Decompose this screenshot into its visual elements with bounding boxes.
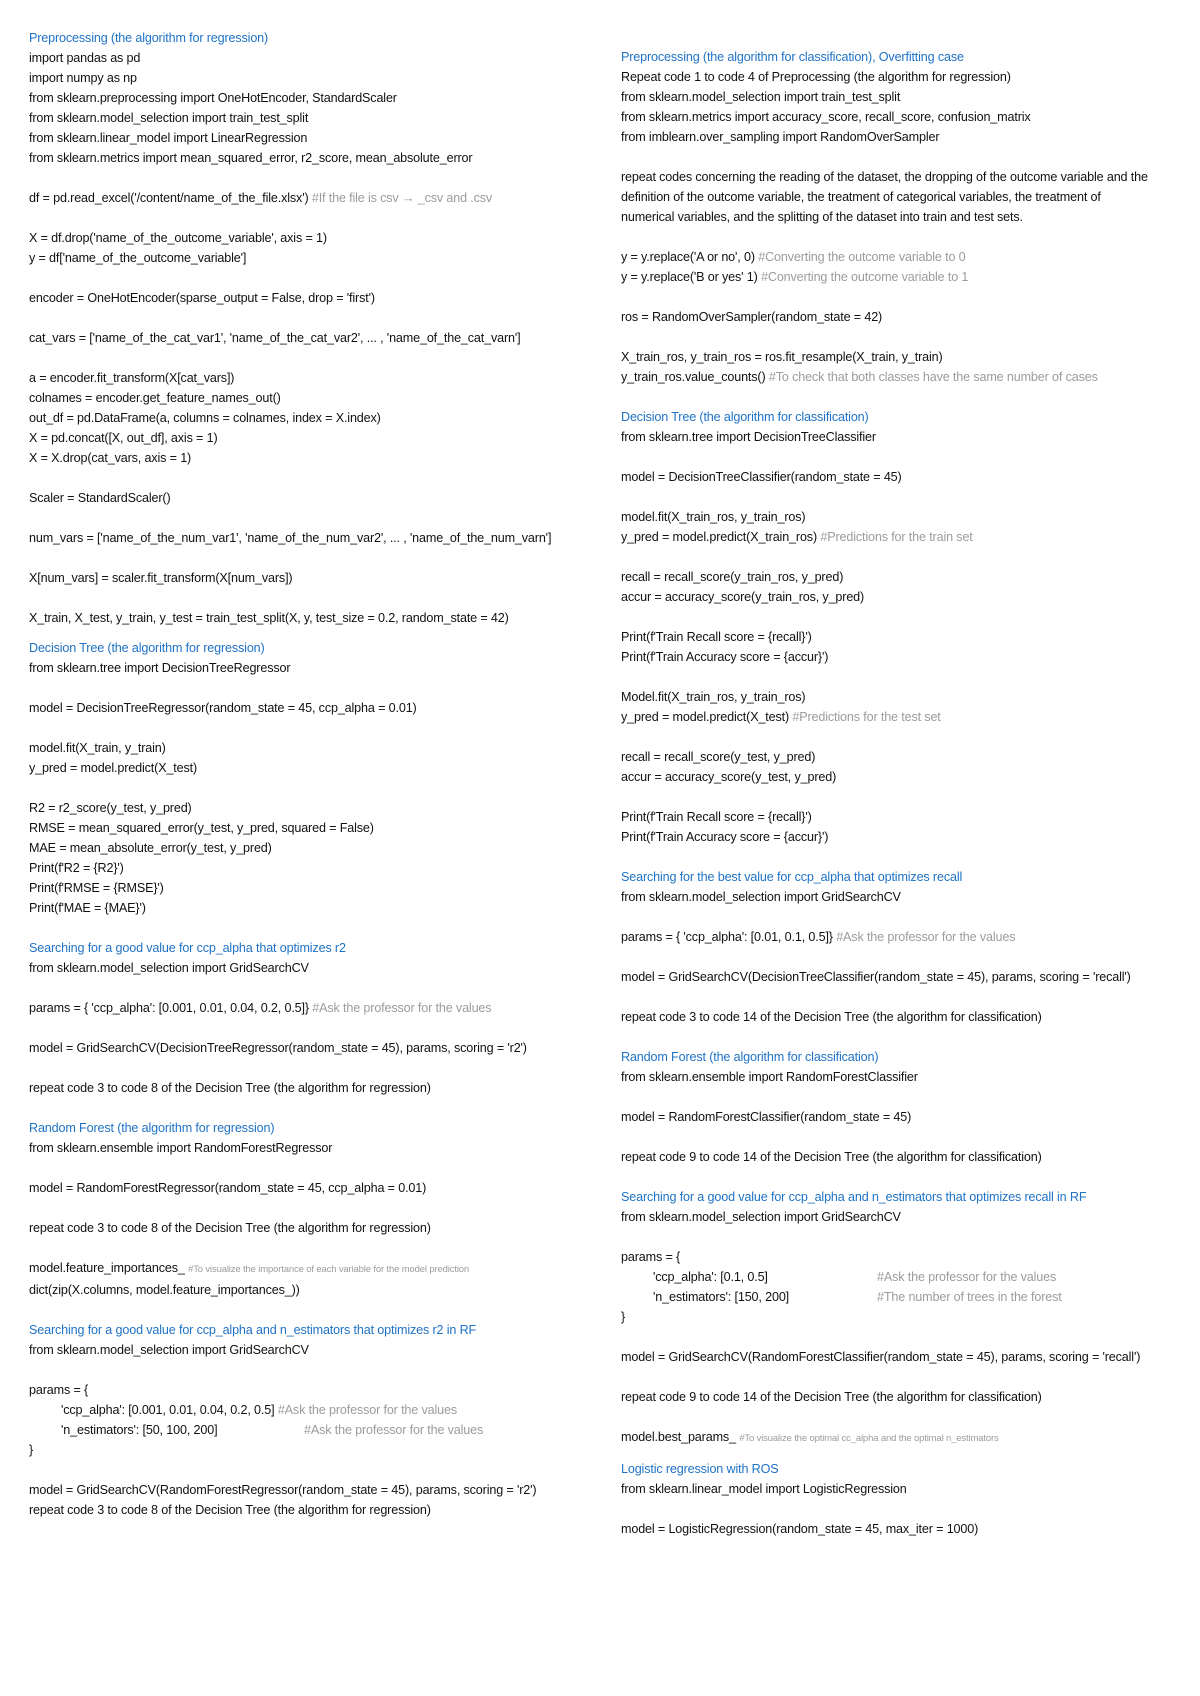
code-text: y_pred = model.predict(X_train_ros) [621,530,821,544]
code-line: from sklearn.model_selection import train_test_split [29,111,309,125]
code-line: Print(f'RMSE = {RMSE}') [29,881,164,895]
heading-decision-tree-regression: Decision Tree (the algorithm for regression) [29,641,265,655]
code-line [29,188,557,208]
code-text: y = y.replace('A or no', 0) [621,250,759,264]
heading-gridsearch-rf-r2: Searching for a good value for ccp_alpha and n_estimators that optimizes r2 in RF [29,1323,477,1337]
code-text: params = { 'ccp_alpha': [0.001, 0.01, 0.04, 0.2, 0.5]} [29,1001,313,1015]
code-line: Print(f'Train Accuracy score = {accur}') [621,830,829,844]
code-line: MAE = mean_absolute_error(y_test, y_pred) [29,841,272,855]
left-column [29,28,557,1520]
code-line: X_train, X_test, y_train, y_test = train_test_split(X, y, test_size = 0.2, random_state = 42) [29,611,509,625]
code-line: repeat code 9 to code 14 of the Decision Tree (the algorithm for classification) [621,1150,1042,1164]
code-line: from sklearn.model_selection import GridSearchCV [621,890,901,904]
code-comment: #Converting the outcome variable to 0 [758,250,966,264]
code-line: model = GridSearchCV(DecisionTreeRegressor(random_state = 45), params, scoring = 'r2') [29,1041,527,1055]
code-line: recall = recall_score(y_test, y_pred) [621,750,816,764]
code-line: X = df.drop('name_of_the_outcome_variable', axis = 1) [29,231,327,245]
heading-gridsearch-rf-recall: Searching for a good value for ccp_alpha and n_estimators that optimizes recall in RF [621,1190,1087,1204]
code-line: Model.fit(X_train_ros, y_train_ros) [621,690,806,704]
code-comment: #To visualize the optimal cc_alpha and the optimal n_estimators [739,1433,999,1444]
code-text: model.feature_importances_ [29,1261,189,1275]
code-line: X[num_vars] = scaler.fit_transform(X[num_vars]) [29,571,293,585]
code-line: model = GridSearchCV(RandomForestRegressor(random_state = 45), params, scoring = 'r2') [29,1483,537,1497]
code-line: repeat code 3 to code 8 of the Decision Tree (the algorithm for regression) [29,1221,431,1235]
code-comment: #To visualize the importance of each variable for the model prediction [188,1264,470,1275]
code-line: num_vars = ['name_of_the_num_var1', 'name_of_the_num_var2', ... , 'name_of_the_num_varn'] [29,531,552,545]
heading-gridsearch-r2: Searching for a good value for ccp_alpha that optimizes r2 [29,941,346,955]
code-line: Scaler = StandardScaler() [29,491,171,505]
code-text: model.best_params_ [621,1430,740,1444]
code-text: 'n_estimators': [150, 200] [653,1290,790,1304]
code-line: repeat code 3 to code 8 of the Decision Tree (the algorithm for regression) [29,1081,431,1095]
code-line: model = RandomForestRegressor(random_state = 45, ccp_alpha = 0.01) [29,1181,427,1195]
code-line: accur = accuracy_score(y_test, y_pred) [621,770,837,784]
code-line: recall = recall_score(y_train_ros, y_pred) [621,570,844,584]
code-line [621,707,1149,727]
code-text: 'ccp_alpha': [0.1, 0.5] [653,1270,768,1284]
code-line: Print(f'Train Recall score = {recall}') [621,810,812,824]
code-line: from sklearn.model_selection import GridSearchCV [29,961,309,975]
code-text: 'ccp_alpha': [0.001, 0.01, 0.04, 0.2, 0.5] [61,1403,278,1417]
code-line [621,1287,1149,1307]
code-line: dict(zip(X.columns, model.feature_importances_)) [29,1283,300,1297]
code-line: accur = accuracy_score(y_train_ros, y_pred) [621,590,865,604]
heading-random-forest-regression: Random Forest (the algorithm for regression) [29,1121,275,1135]
code-line [621,927,1149,947]
code-line: from sklearn.preprocessing import OneHotEncoder, StandardScaler [29,91,397,105]
code-line [621,247,1149,267]
code-line [29,1420,557,1440]
heading-preprocessing-regression: Preprocessing (the algorithm for regression) [29,31,269,45]
heading-random-forest-classification: Random Forest (the algorithm for classification) [621,1050,879,1064]
code-line: from sklearn.tree import DecisionTreeClassifier [621,430,876,444]
code-line: from sklearn.linear_model import LinearRegression [29,131,308,145]
code-line: repeat code 3 to code 8 of the Decision Tree (the algorithm for regression) [29,1503,431,1517]
code-text: df = pd.read_excel('/content/name_of_the_file.xlsx') [29,191,312,205]
code-comment: #Converting the outcome variable to 1 [761,270,969,284]
code-line: model.fit(X_train, y_train) [29,741,166,755]
code-line: from sklearn.ensemble import RandomForestClassifier [621,1070,918,1084]
code-line [621,1427,1149,1449]
code-line: } [621,1310,626,1324]
code-line: model = DecisionTreeClassifier(random_state = 45) [621,470,902,484]
code-line: from sklearn.ensemble import RandomForestRegressor [29,1141,333,1155]
code-line [621,367,1149,387]
code-line: X = X.drop(cat_vars, axis = 1) [29,451,192,465]
code-line: Print(f'R2 = {R2}') [29,861,124,875]
code-comment: #Predictions for the test set [792,710,941,724]
code-line: Print(f'Train Accuracy score = {accur}') [621,650,829,664]
heading-decision-tree-classification: Decision Tree (the algorithm for classification) [621,410,869,424]
code-line: from sklearn.metrics import mean_squared_error, r2_score, mean_absolute_error [29,151,473,165]
code-line: colnames = encoder.get_feature_names_out() [29,391,281,405]
code-line: params = { [621,1250,681,1264]
code-line: y_pred = model.predict(X_test) [29,761,198,775]
code-comment: #Ask the professor for the values [277,1403,457,1417]
code-line: model = GridSearchCV(DecisionTreeClassifier(random_state = 45), params, scoring = 'recall') [621,970,1131,984]
code-line: Repeat code 1 to code 4 of Preprocessing (the algorithm for regression) [621,70,1011,84]
code-line [29,1258,557,1280]
code-comment: #Ask the professor for the values [877,1270,1057,1284]
code-line [621,267,1149,287]
code-line: from sklearn.model_selection import GridSearchCV [29,1343,309,1357]
code-line: from sklearn.linear_model import LogisticRegression [621,1482,907,1496]
code-comment: #Ask the professor for the values [836,930,1016,944]
code-comment: #To check that both classes have the same number of cases [768,370,1098,384]
paragraph-text: repeat codes concerning the reading of the dataset, the dropping of the outcome variable and the definition of the outcome variable, the treatment of categorical variables, the treatment of numerical variables, and the splitting of the dataset into train and test sets. [621,170,1152,224]
code-line: from sklearn.tree import DecisionTreeRegressor [29,661,291,675]
code-line: } [29,1443,34,1457]
right-column [621,47,1152,1539]
code-line: ros = RandomOverSampler(random_state = 42) [621,310,883,324]
code-line: import numpy as np [29,71,137,85]
code-line: from sklearn.model_selection import train_test_split [621,90,901,104]
code-line: X_train_ros, y_train_ros = ros.fit_resample(X_train, y_train) [621,350,943,364]
code-text: 'n_estimators': [50, 100, 200] [61,1423,218,1437]
code-line: encoder = OneHotEncoder(sparse_output = False, drop = 'first') [29,291,375,305]
code-comment: #Predictions for the train set [820,530,973,544]
code-line: repeat code 3 to code 14 of the Decision Tree (the algorithm for classification) [621,1010,1042,1024]
code-text: params = { 'ccp_alpha': [0.01, 0.1, 0.5]} [621,930,837,944]
heading-gridsearch-recall: Searching for the best value for ccp_alpha that optimizes recall [621,870,963,884]
code-text: y_train_ros.value_counts() [621,370,769,384]
code-line: from imblearn.over_sampling import RandomOverSampler [621,130,940,144]
code-line: params = { [29,1383,89,1397]
code-line: cat_vars = ['name_of_the_cat_var1', 'name_of_the_cat_var2', ... , 'name_of_the_cat_varn'] [29,331,521,345]
code-line: R2 = r2_score(y_test, y_pred) [29,801,192,815]
code-line: a = encoder.fit_transform(X[cat_vars]) [29,371,235,385]
code-line: model = RandomForestClassifier(random_state = 45) [621,1110,912,1124]
code-comment: #The number of trees in the forest [877,1290,1062,1304]
code-line [621,1267,1149,1287]
code-comment: #If the file is csv → _csv and .csv [311,191,493,205]
code-line: model = GridSearchCV(RandomForestClassifier(random_state = 45), params, scoring = 'recall') [621,1350,1141,1364]
code-line: from sklearn.metrics import accuracy_score, recall_score, confusion_matrix [621,110,1031,124]
code-line: model.fit(X_train_ros, y_train_ros) [621,510,806,524]
code-line: repeat code 9 to code 14 of the Decision Tree (the algorithm for classification) [621,1390,1042,1404]
code-line: import pandas as pd [29,51,141,65]
code-comment: #Ask the professor for the values [304,1423,484,1437]
code-line: y = df['name_of_the_outcome_variable'] [29,251,247,265]
code-line: RMSE = mean_squared_error(y_test, y_pred, squared = False) [29,821,374,835]
code-line: model = DecisionTreeRegressor(random_state = 45, ccp_alpha = 0.01) [29,701,417,715]
code-line [29,998,557,1018]
code-line: model = LogisticRegression(random_state = 45, max_iter = 1000) [621,1522,979,1536]
code-line [621,527,1149,547]
code-line: X = pd.concat([X, out_df], axis = 1) [29,431,218,445]
code-text: y_pred = model.predict(X_test) [621,710,793,724]
code-line: Print(f'Train Recall score = {recall}') [621,630,812,644]
code-comment: #Ask the professor for the values [312,1001,492,1015]
code-line: from sklearn.model_selection import GridSearchCV [621,1210,901,1224]
code-line [29,1400,557,1420]
code-line: out_df = pd.DataFrame(a, columns = colnames, index = X.index) [29,411,381,425]
code-text: y = y.replace('B or yes' 1) [621,270,762,284]
heading-logistic-regression: Logistic regression with ROS [621,1462,779,1476]
code-line: Print(f'MAE = {MAE}') [29,901,146,915]
heading-preprocessing-classification: Preprocessing (the algorithm for classification), Overfitting case [621,50,964,64]
